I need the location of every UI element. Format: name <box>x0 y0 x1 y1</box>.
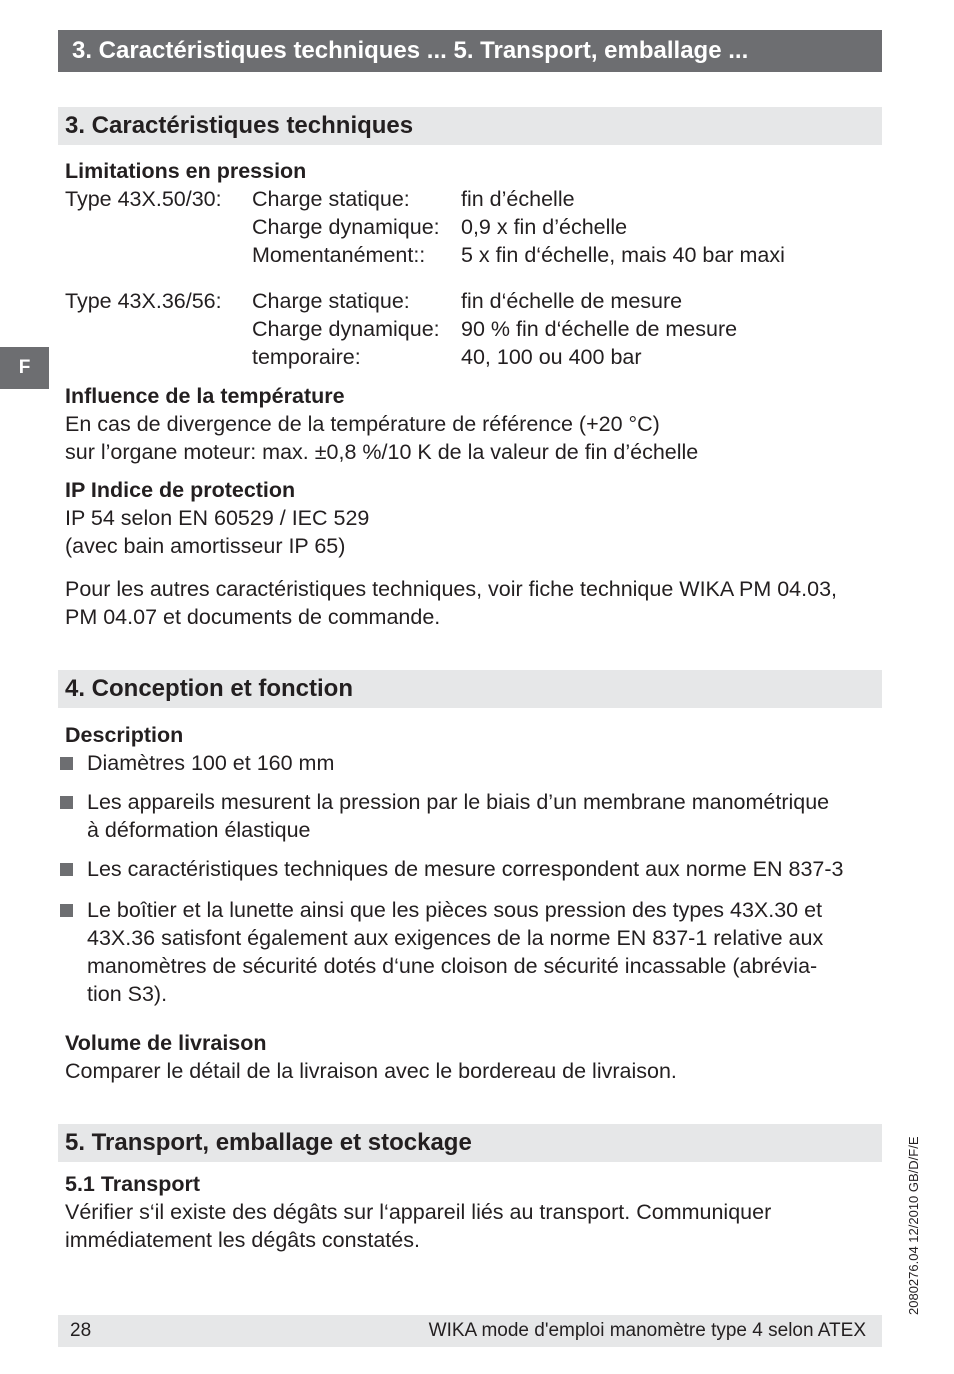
type2-key-1: Charge dynamique: <box>252 317 440 341</box>
document-code: 2080276.04 12/2010 GB/D/F/E <box>906 1136 921 1315</box>
list-item <box>58 788 888 844</box>
section-3-title: 3. Caractéristiques techniques <box>58 107 882 145</box>
section-4-title: 4. Conception et fonction <box>58 670 882 708</box>
temperature-heading: Influence de la température <box>65 384 345 408</box>
footer-text: WIKA mode d'emploi manomètre type 4 selon ATEX <box>428 1320 866 1341</box>
list-item <box>58 749 888 777</box>
type2-value-2: 40, 100 ou 400 bar <box>461 345 642 369</box>
type1-key-2: Momentanément:: <box>252 243 426 267</box>
bullet-2-line-0: Les caractéristiques techniques de mesure correspondent aux norme EN 837-3 <box>87 857 844 881</box>
type1-key-0: Charge statique: <box>252 187 410 211</box>
type2-label: Type 43X.36/56: <box>65 289 222 313</box>
protection-heading: IP Indice de protection <box>65 478 296 502</box>
type1-values <box>461 185 785 269</box>
type2-value-0: fin d‘échelle de mesure <box>461 289 683 313</box>
page-number: 28 <box>70 1320 92 1341</box>
description-heading: Description <box>65 723 184 747</box>
bullet-square-icon <box>60 904 73 917</box>
type1-label: Type 43X.50/30: <box>65 187 222 211</box>
transport-heading: 5.1 Transport <box>65 1172 201 1196</box>
type2-value-1: 90 % fin d‘échelle de mesure <box>461 317 738 341</box>
bullet-square-icon <box>60 796 73 809</box>
bullet-1-line-0: Les appareils mesurent la pression par le biais d’un membrane manométrique <box>87 790 830 814</box>
description-heading-block <box>65 721 183 749</box>
protection-block <box>65 476 369 560</box>
list-item <box>58 896 888 1008</box>
section-5-title: 5. Transport, emballage et stockage <box>58 1124 882 1162</box>
type2-key-2: temporaire: <box>252 345 361 369</box>
protection-line-1: IP 54 selon EN 60529 / IEC 529 <box>65 506 370 530</box>
bullet-square-icon <box>60 863 73 876</box>
type1-keys <box>252 185 440 269</box>
other-specs-paragraph <box>65 575 837 631</box>
language-tab: F <box>0 347 49 389</box>
bullet-square-icon <box>60 757 73 770</box>
delivery-line-1: Comparer le détail de la livraison avec le bordereau de livraison. <box>65 1059 677 1083</box>
bullet-3-line-0: Le boîtier et la lunette ainsi que les pièces sous pression des types 43X.30 et <box>87 898 823 922</box>
bullet-1-line-1: à déformation élastique <box>87 818 311 842</box>
temperature-line-2: sur l’organe moteur: max. ±0,8 %/10 K de la valeur de fin d’échelle <box>65 440 699 464</box>
other-line-2: PM 04.07 et documents de commande. <box>65 605 441 629</box>
transport-line-2: immédiatement les dégâts constatés. <box>65 1228 420 1252</box>
transport-block <box>65 1170 771 1254</box>
type1-value-0: fin d’échelle <box>461 187 575 211</box>
delivery-block <box>65 1029 677 1085</box>
type2-key-0: Charge statique: <box>252 289 410 313</box>
protection-line-2: (avec bain amortisseur IP 65) <box>65 534 346 558</box>
pressure-limits-heading <box>65 157 306 185</box>
transport-line-1: Vérifier s‘il existe des dégâts sur l‘appareil liés au transport. Communiquer <box>65 1200 772 1224</box>
bullet-3-line-1: 43X.36 satisfont également aux exigences de la norme EN 837-1 relative aux <box>87 926 824 950</box>
page-footer <box>58 1315 882 1347</box>
temperature-block <box>65 382 698 466</box>
type1-value-1: 0,9 x fin d’échelle <box>461 215 628 239</box>
bullet-0-line-0: Diamètres 100 et 160 mm <box>87 751 335 775</box>
type1-key-1: Charge dynamique: <box>252 215 440 239</box>
description-bullets <box>58 749 888 1008</box>
other-line-1: Pour les autres caractéristiques techniques, voir fiche technique WIKA PM 04.03, <box>65 577 838 601</box>
temperature-line-1: En cas de divergence de la température de référence (+20 °C) <box>65 412 660 436</box>
bullet-3-line-3: tion S3). <box>87 982 168 1006</box>
type2-values <box>461 287 737 371</box>
type1-value-2: 5 x fin d‘échelle, mais 40 bar maxi <box>461 243 785 267</box>
page-header: 3. Caractéristiques techniques ... 5. Transport, emballage ... <box>58 30 882 72</box>
bullet-3-line-2: manomètres de sécurité dotés d‘une cloison de sécurité incassable (abrévia- <box>87 954 818 978</box>
delivery-heading: Volume de livraison <box>65 1031 267 1055</box>
type2-keys <box>252 287 440 371</box>
list-item <box>58 855 888 883</box>
pressure-heading: Limitations en pression <box>65 159 307 183</box>
